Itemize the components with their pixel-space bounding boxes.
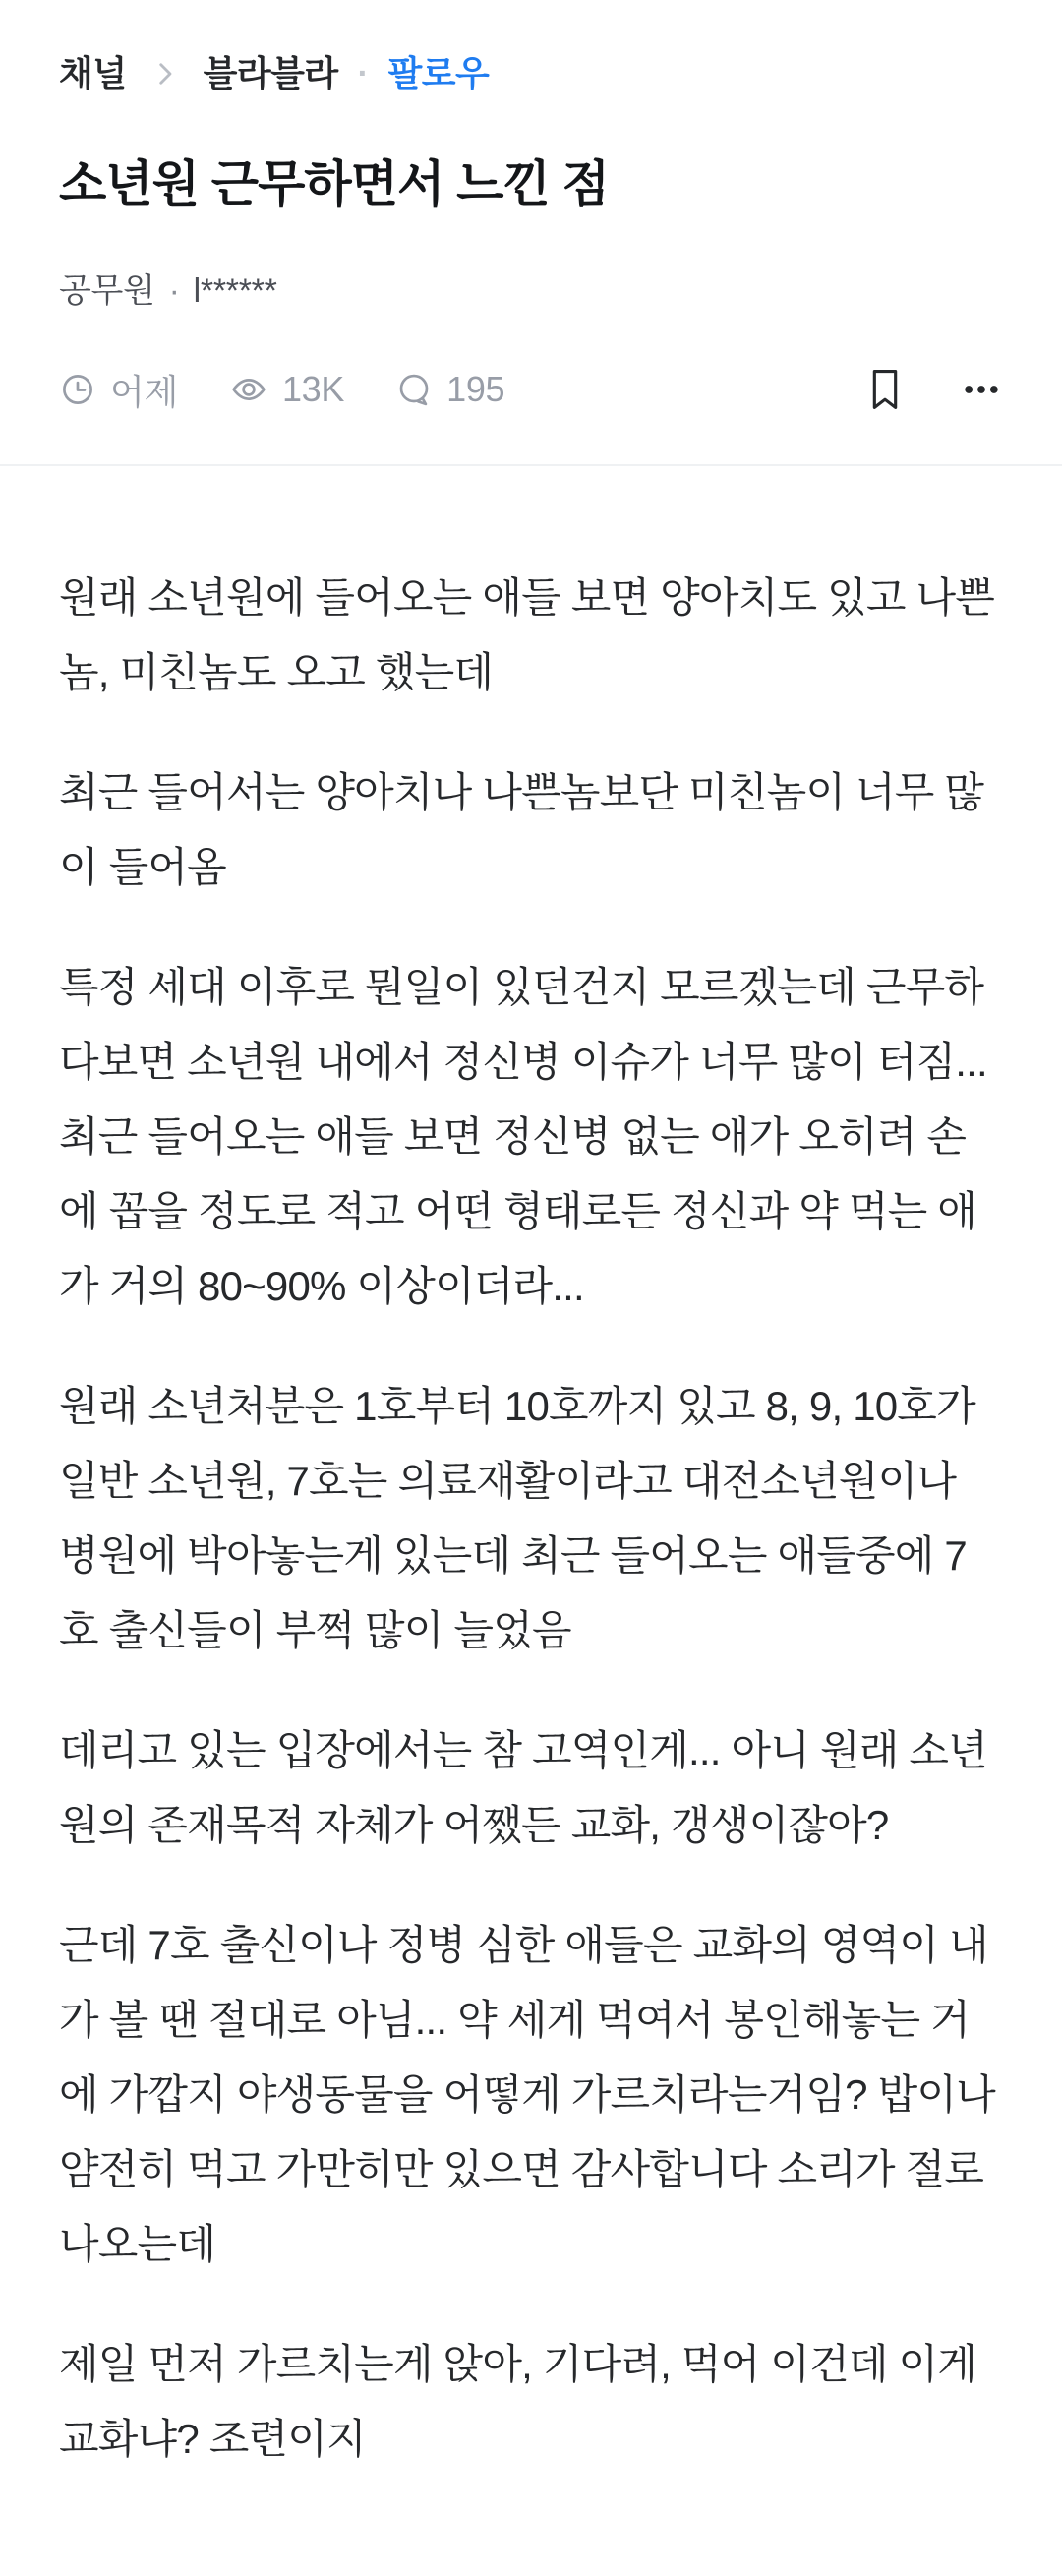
post-title: 소년원 근무하면서 느낀 점: [59, 156, 609, 211]
chevron-right-icon: [148, 57, 182, 90]
body-paragraph: 원래 소년처분은 1호부터 10호까지 있고 8, 9, 10호가 일반 소년원, 7호는 의료재활이라고 대전소년원이나 병원에 박아놓는게 있는데 최근 들어오는 애들중에 7호 출신들이 부쩍 많이 늘었음: [59, 1383, 975, 1653]
bookmark-icon: [865, 367, 905, 412]
clock-icon: [59, 371, 96, 408]
meta-row: [59, 358, 1003, 421]
breadcrumb-board[interactable]: 블라블라: [203, 53, 338, 93]
post-time: 어제: [110, 371, 178, 412]
breadcrumb-dot: ·: [357, 55, 369, 92]
post-header: [0, 0, 1062, 421]
bookmark-button[interactable]: [865, 367, 905, 412]
author-id: l******: [193, 272, 277, 310]
breadcrumb-channel[interactable]: 채널: [59, 53, 127, 93]
body-paragraph: 원래 소년원에 들어오는 애들 보면 양아치도 있고 나쁜 놈, 미친놈도 오고 했는데: [59, 574, 995, 695]
meta-time: [59, 365, 178, 415]
meta-views: [229, 369, 344, 410]
body-paragraph: 최근 들어서는 양아치나 나쁜놈보단 미친놈이 너무 많이 들어옴: [59, 769, 984, 890]
more-icon: [960, 368, 1003, 411]
post-body: [0, 466, 1062, 2477]
author-separator: ·: [168, 272, 180, 310]
author-row: [59, 270, 1003, 313]
body-paragraph: 근데 7호 출신이나 정병 심한 애들은 교화의 영역이 내가 볼 땐 절대로 아님... 약 세게 먹여서 봉인해놓는 거에 가깝지 야생동물을 어떻게 가르치라는거임? 밥이나 얌전히 먹고 가만히만 있으면 감사합니다 소리가 절로 나오는데: [59, 1922, 995, 2267]
comment-count: 195: [446, 369, 505, 409]
breadcrumb: [59, 51, 1003, 96]
view-count: 13K: [281, 369, 345, 409]
body-paragraph: 데리고 있는 입장에서는 참 고역인게... 아니 원래 소년원의 존재목적 자체가 어쨌든 교화, 갱생이잖아?: [59, 1727, 987, 1848]
author-job: 공무원: [59, 272, 155, 310]
comment-bubble-icon: [395, 371, 433, 408]
more-options-button[interactable]: [960, 368, 1003, 411]
eye-icon: [229, 371, 268, 408]
meta-comments: [395, 369, 504, 410]
body-paragraph: 특정 세대 이후로 뭔일이 있던건지 모르겠는데 근무하다보면 소년원 내에서 정신병 이슈가 너무 많이 터짐... 최근 들어오는 애들 보면 정신병 없는 애가 오히려 손에 꼽을 정도로 적고 어떤 형태로든 정신과 약 먹는 애가 거의 80~90% 이상이더라...: [59, 964, 987, 1309]
follow-button[interactable]: 팔로우: [387, 53, 490, 93]
body-paragraph: 제일 먼저 가르치는게 앉아, 기다려, 먹어 이건데 이게 교화냐? 조련이지: [59, 2341, 977, 2462]
